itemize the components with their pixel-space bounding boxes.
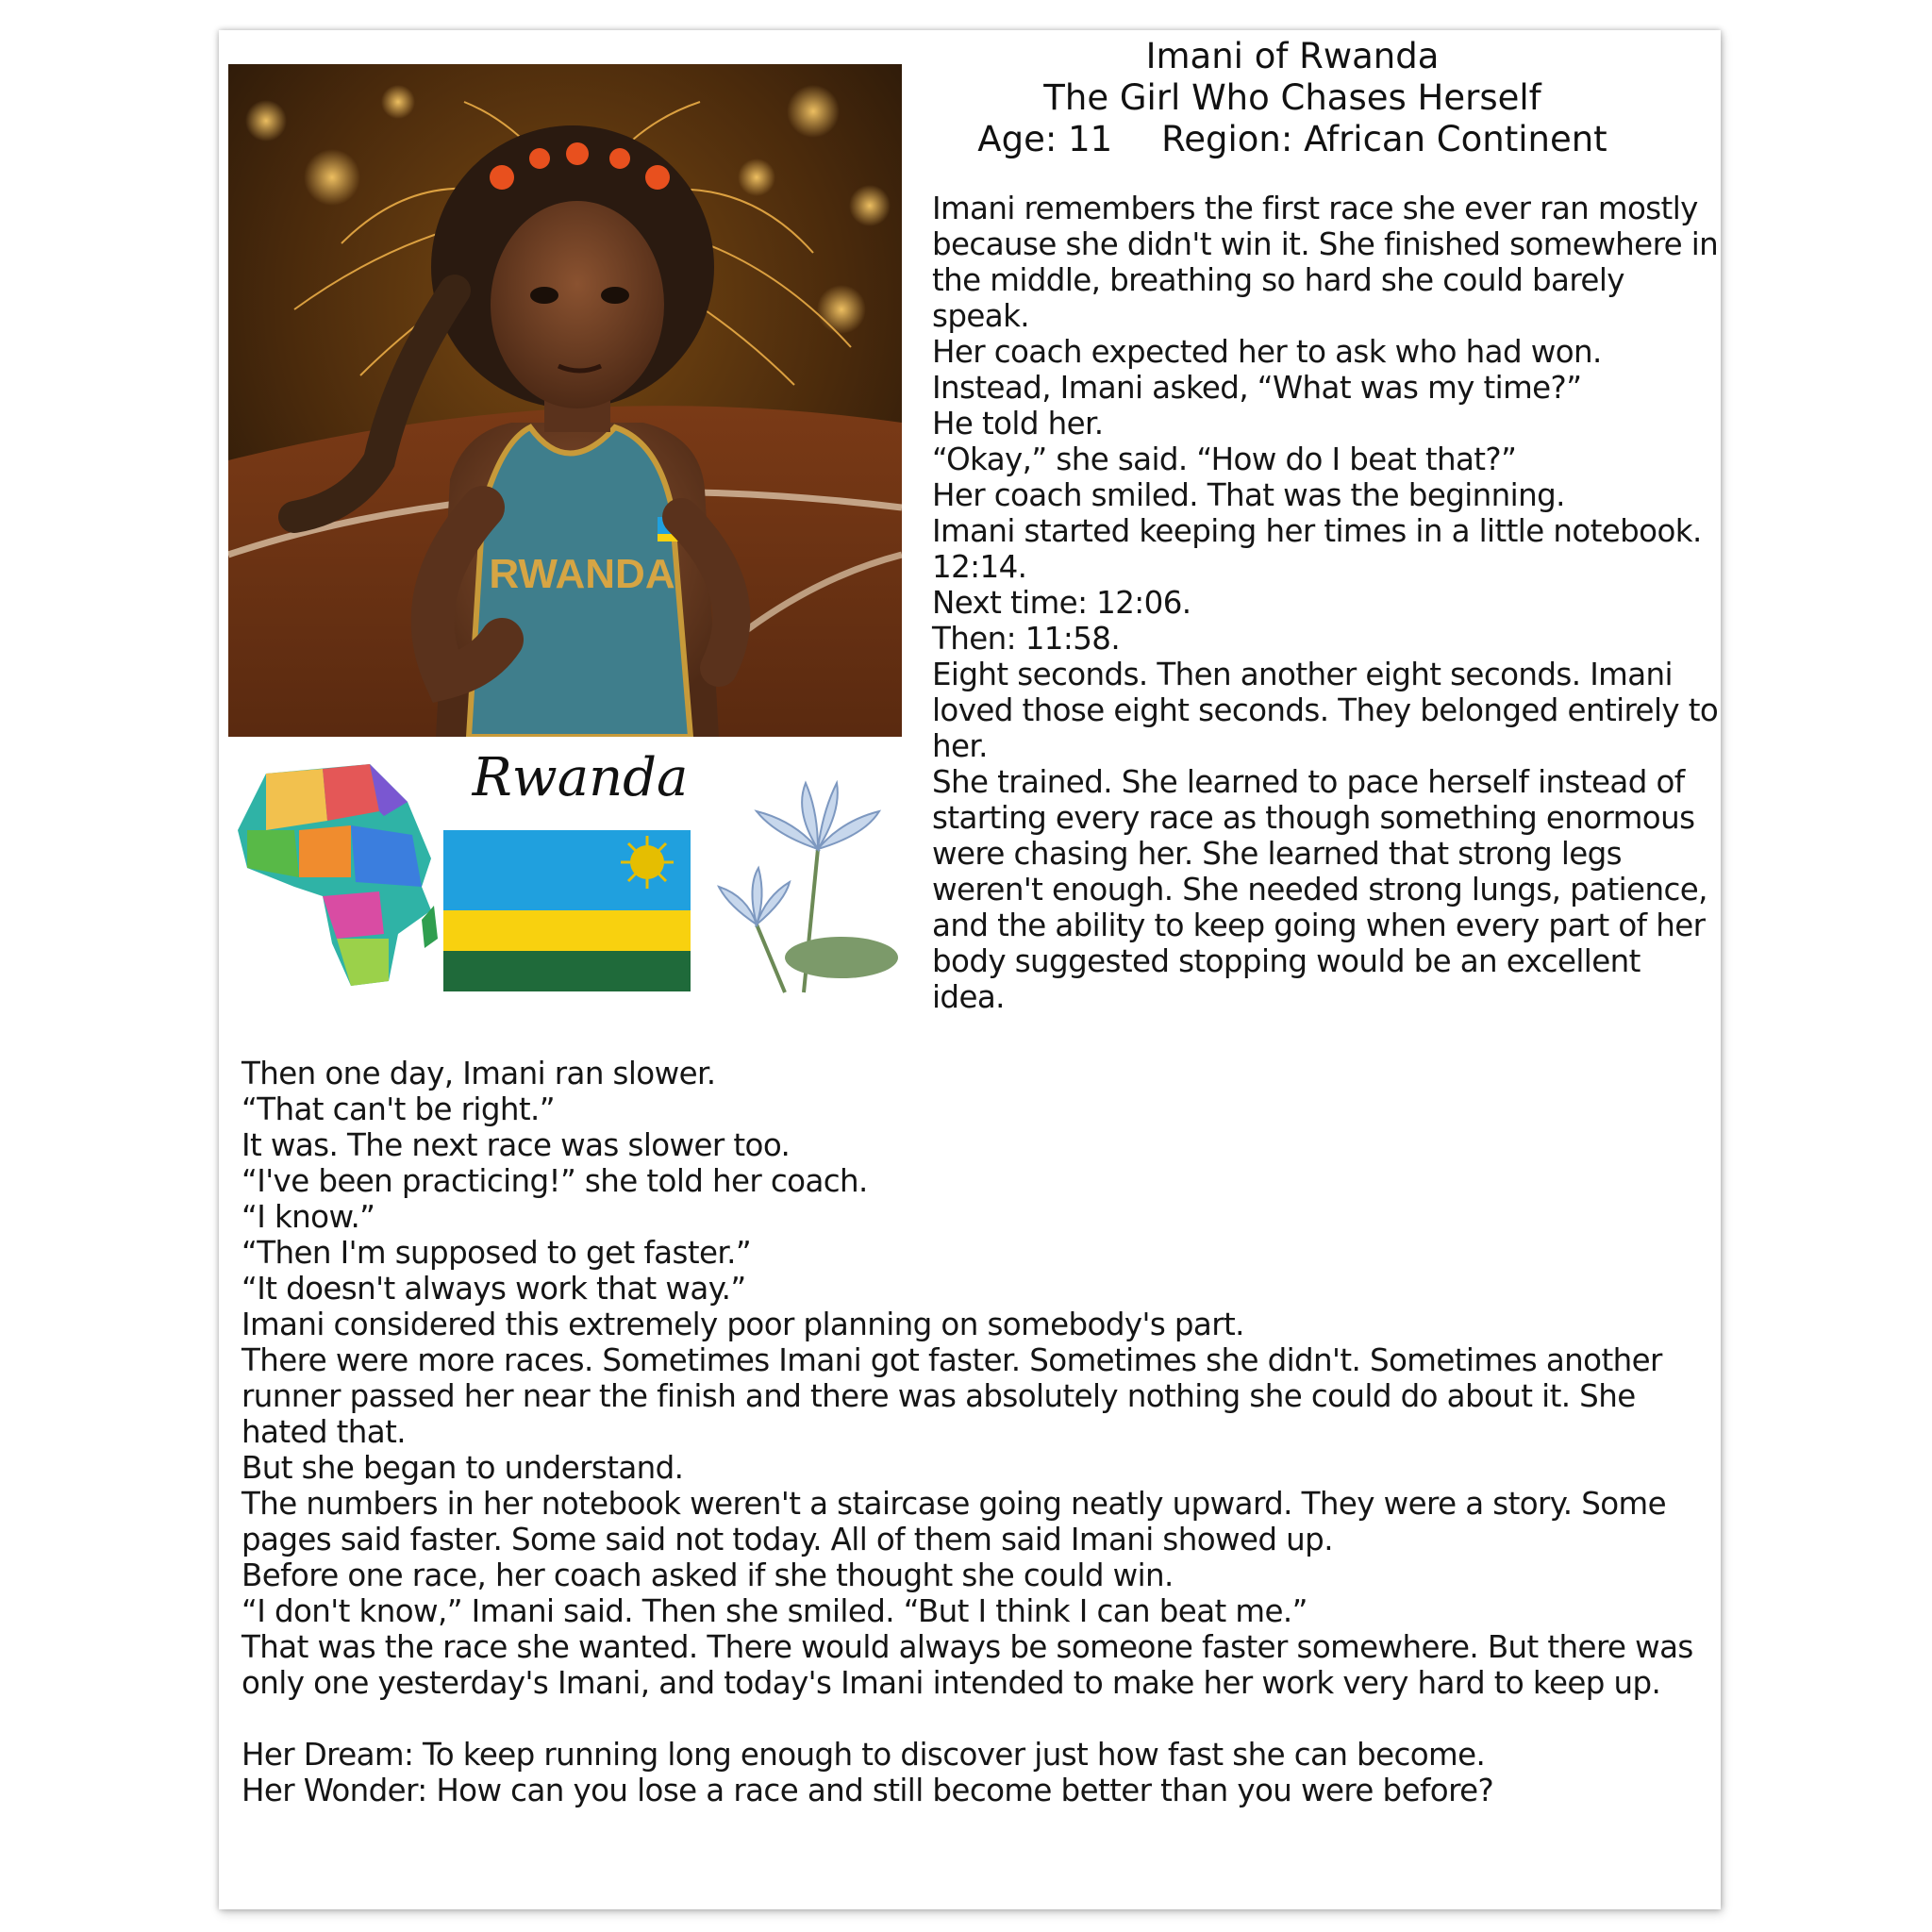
story-paragraph: But she began to understand. — [242, 1450, 684, 1486]
story-paragraph: “Then I'm supposed to get faster.” — [242, 1235, 752, 1271]
dream-line: Her Dream: To keep running long enough to discover just how fast she can become. — [242, 1737, 1486, 1773]
story-paragraph: Then: 11:58. — [932, 621, 1121, 657]
page-subtitle: The Girl Who Chases Herself — [1043, 77, 1541, 118]
story-paragraph: Next time: 12:06. — [932, 585, 1191, 621]
rwanda-flag — [443, 830, 691, 991]
water-lily-illustration — [719, 783, 898, 992]
region-label: Region: African Continent — [1161, 119, 1607, 159]
title-block — [934, 36, 1651, 160]
story-paragraph: 12:14. — [932, 549, 1027, 585]
story-paragraph: Eight seconds. Then another eight seconds. Imani loved those eight seconds. They belonged entirely to her. — [932, 657, 1719, 764]
story-paragraph: He told her. — [932, 406, 1104, 441]
story-paragraph: That was the race she wanted. There would always be someone faster somewhere. But there was only one yesterday's Imani, and today's Imani intended to make her work very hard to keep up. — [242, 1629, 1693, 1701]
story-right-column — [932, 191, 1721, 1015]
story-paragraph: Then one day, Imani ran slower. — [242, 1056, 716, 1091]
page-title: Imani of Rwanda — [1145, 36, 1440, 76]
story-paragraph: Before one race, her coach asked if she thought she could win. — [242, 1557, 1174, 1593]
story-paragraph: The numbers in her notebook weren't a staircase going neatly upward. They were a story. Some pages said faster. Some said not today. All of them said Imani showed up. — [242, 1486, 1666, 1557]
country-label: Rwanda — [472, 747, 689, 808]
story-paragraph: “That can't be right.” — [242, 1091, 555, 1127]
story-paragraph: She trained. She learned to pace herself instead of starting every race as though something enormous were chasing her. She learned that strong legs weren't enough. She needed strong lungs, patience, and the ability to keep going when every part of her body suggested stopping would be an excellent idea. — [932, 764, 1707, 1015]
story-paragraph: “It doesn't always work that way.” — [242, 1271, 746, 1307]
story-paragraph: Imani considered this extremely poor planning on somebody's part. — [242, 1307, 1244, 1342]
story-paragraph: There were more races. Sometimes Imani got faster. Sometimes she didn't. Sometimes another runner passed her near the finish and there was absolutely nothing she could do about it. She hated that. — [242, 1342, 1662, 1450]
story-paragraph: “Okay,” she said. “How do I beat that?” — [932, 441, 1517, 477]
story-paragraph: “I've been practicing!” she told her coach. — [242, 1163, 868, 1199]
story-bottom-section — [242, 1056, 1713, 1808]
age-label: Age: 11 — [977, 119, 1113, 159]
wonder-line: Her Wonder: How can you lose a race and still become better than you were before? — [242, 1773, 1494, 1808]
story-paragraph: Imani started keeping her times in a little notebook. — [932, 513, 1702, 549]
story-paragraph: Imani remembers the first race she ever ran mostly because she didn't win it. She finished somewhere in the middle, breathing so hard she could barely speak. — [932, 191, 1719, 334]
jersey-text: RWANDA — [489, 551, 675, 597]
meta-line — [934, 119, 1651, 160]
story-paragraph: Instead, Imani asked, “What was my time?” — [932, 370, 1582, 406]
story-paragraph: “I know.” — [242, 1199, 375, 1235]
story-paragraph: It was. The next race was slower too. — [242, 1127, 791, 1163]
africa-map — [238, 764, 438, 986]
portrait-image — [228, 64, 902, 737]
story-paragraph: Her coach expected her to ask who had won. — [932, 334, 1602, 370]
story-paragraph: “I don't know,” Imani said. Then she smiled. “But I think I can beat me.” — [242, 1593, 1307, 1629]
story-paragraph: Her coach smiled. That was the beginning. — [932, 477, 1565, 513]
